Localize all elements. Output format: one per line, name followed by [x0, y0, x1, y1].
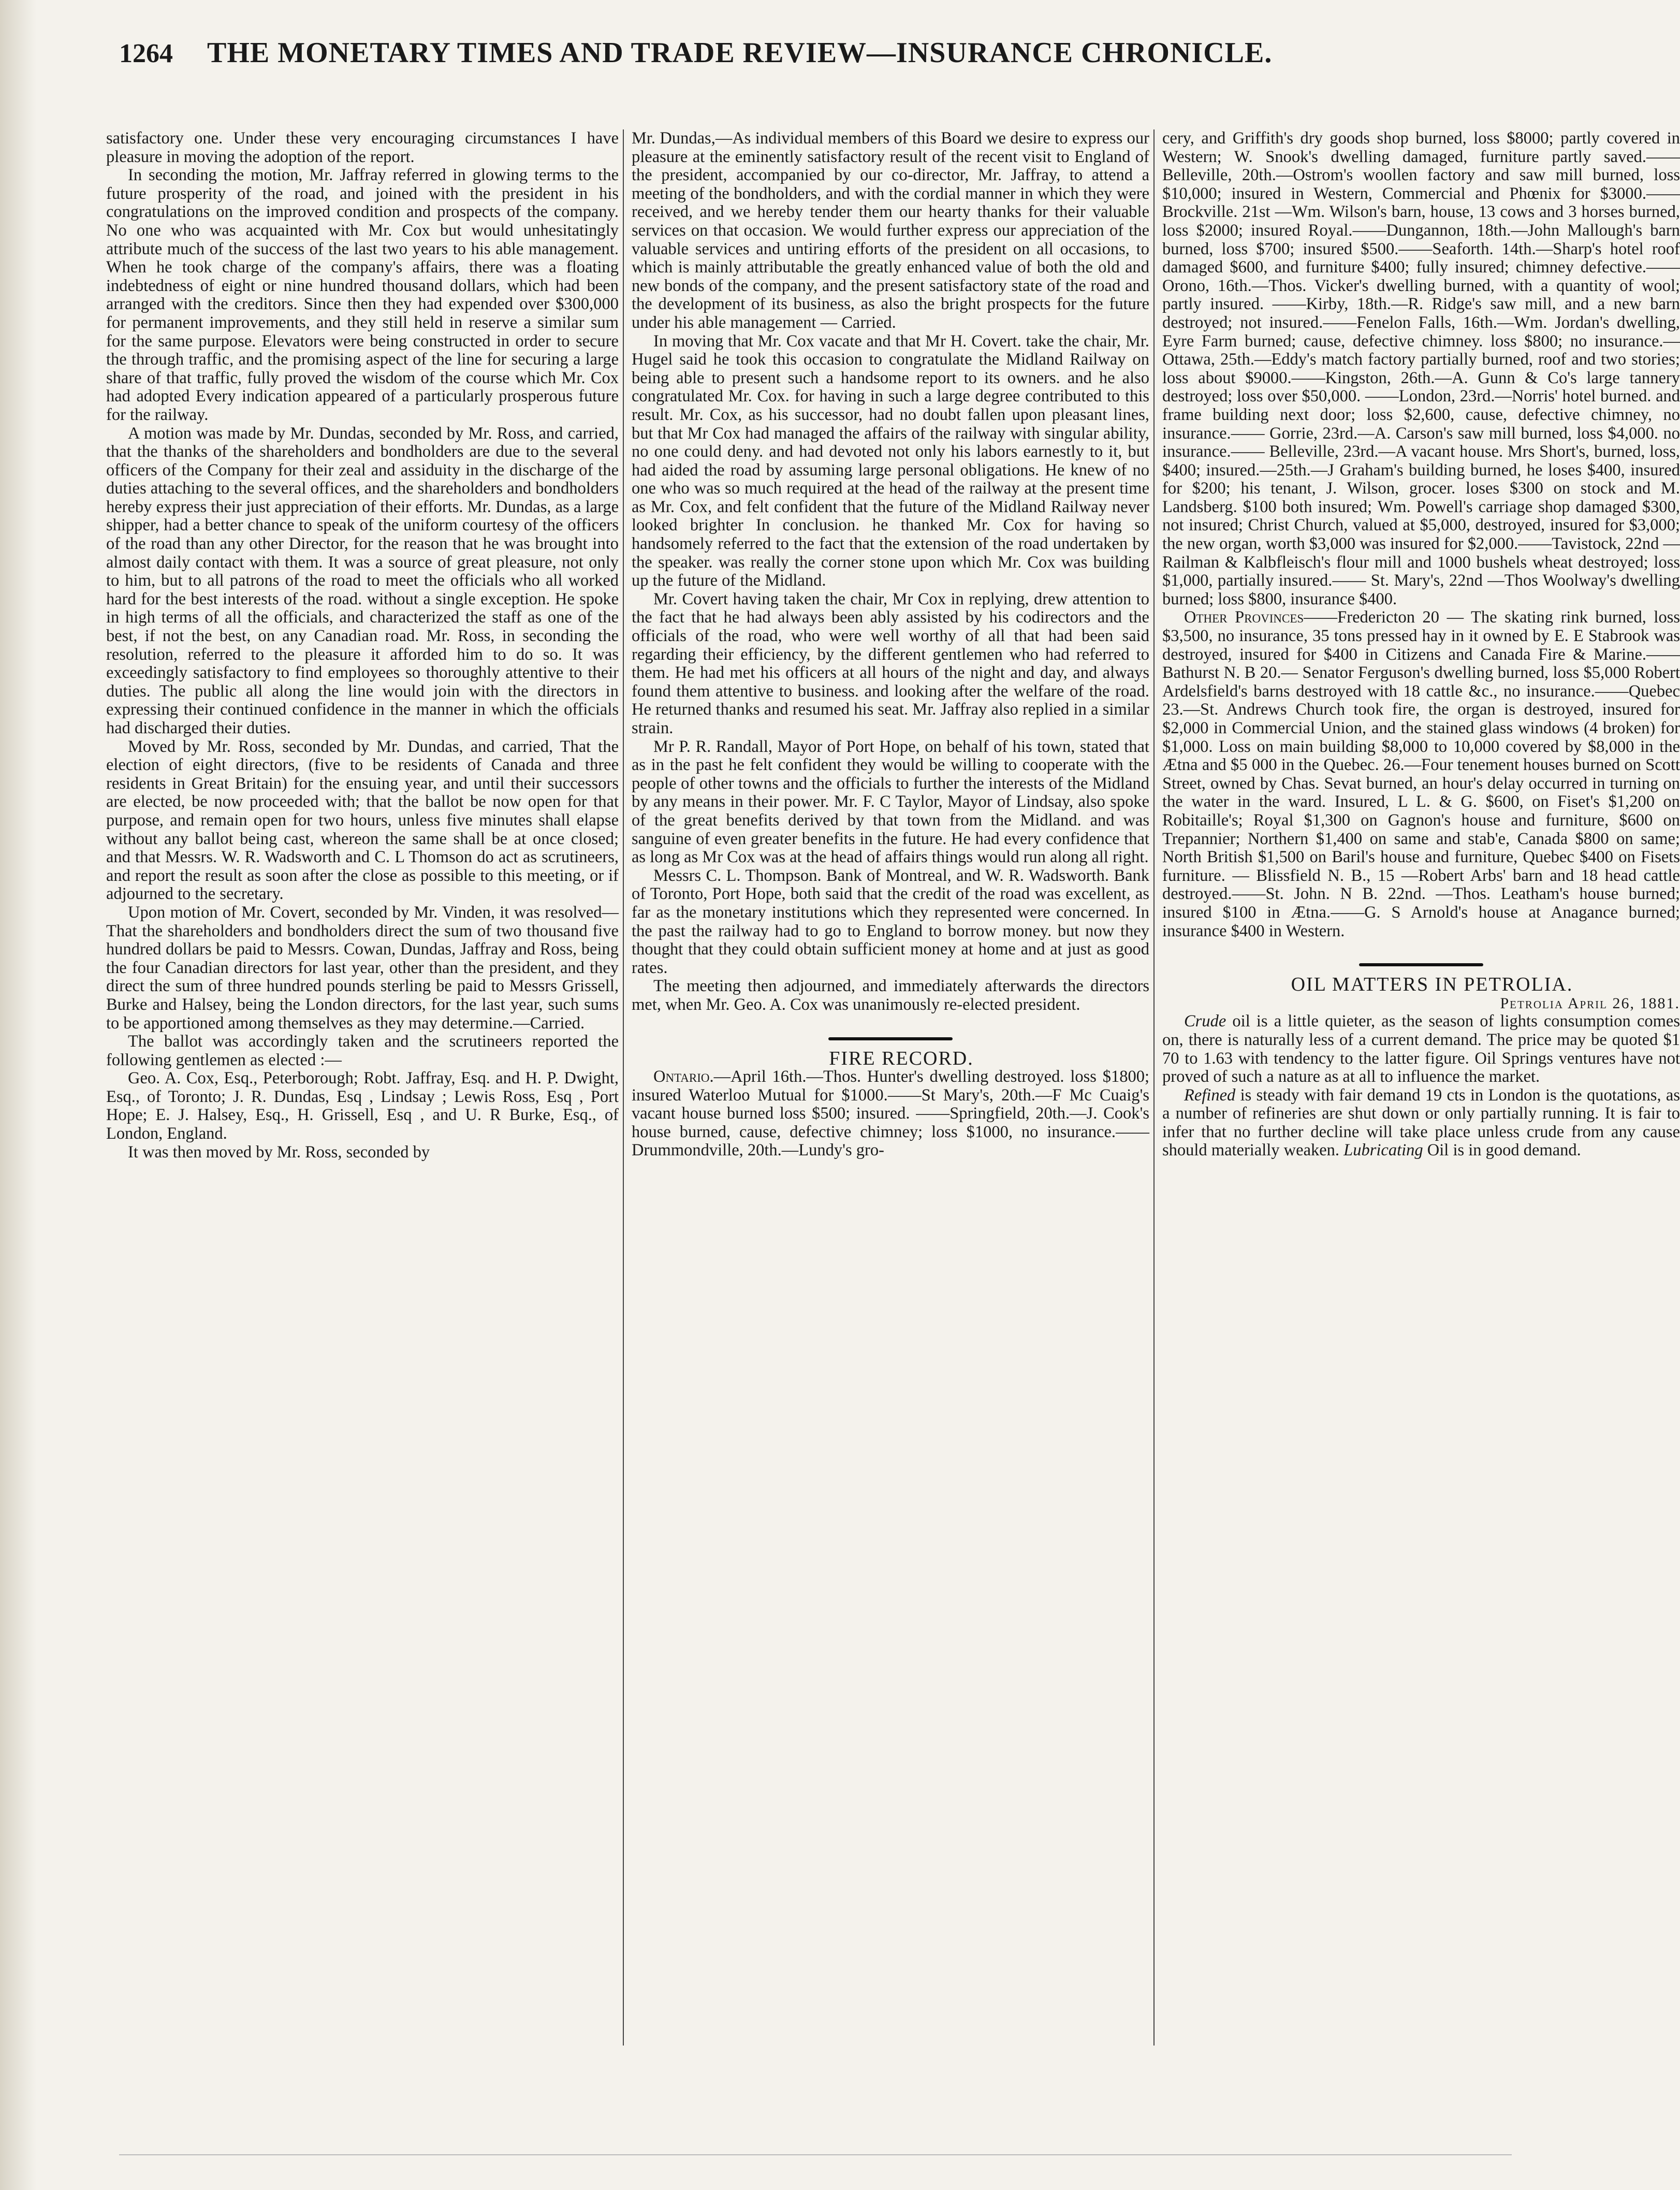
paragraph — [1162, 608, 1680, 940]
paragraph: satisfactory one. Under these very encouraging circumstances I have pleasure in moving the adoption of the report. — [106, 129, 619, 166]
column-1 — [106, 129, 619, 1162]
fire-record-heading: FIRE RECORD. — [829, 1047, 974, 1069]
paragraph: Messrs C. L. Thompson. Bank of Montreal, and W. R. Wadsworth. Bank of Toronto, Port Hope, both said that the credit of the road was excellent, as far as the monetary institutions which they represented were concerned. In the past the railway had to go to England to borrow money. but now they thought that they could obtain sufficient money at home and at just as good rates. — [632, 866, 1149, 977]
paragraph — [1162, 1086, 1680, 1160]
paragraph: Mr. Covert having taken the chair, Mr Cox in replying, drew attention to the fact that he had always been ably assisted by his codirectors and the officials of the road, who were well worthy of all that had been said regarding their efficiency, by the different gentlemen who had referred to them. He had met his officers at all hours of the night and day, and always found them attentive to business. and looking after the welfare of the road. He returned thanks and resumed his seat. Mr. Jaffray also replied in a similar strain. — [632, 589, 1149, 737]
page-binding-edge — [0, 0, 36, 2190]
paragraph — [1162, 1012, 1680, 1086]
oil-matters-heading: OIL MATTERS IN PETROLIA. — [1291, 974, 1573, 996]
dateline: Petrolia April 26, 1881. — [1500, 994, 1680, 1012]
italic-lead: Refined — [1184, 1085, 1236, 1105]
paragraph: Mr. Dundas,—As individual members of this Board we desire to express our pleasure at the eminently satisfactory result of the recent visit to England of the president, accompanied by our co-director, Mr. Jaffray, to attend a meeting of the bondholders, and with the cordial manner in which they were received, and we hereby tender them our hearty thanks for their valuable services on that occasion. We would further express our appreciation of the valuable services and untiring efforts of the president on all occasions, to which is mainly attributable the greatly enhanced value of both the old and new bonds of the company, and the present satisfactory state of the road and the development of its business, as also the bright prospects for the future under his able management — Carried. — [632, 129, 1149, 332]
paragraph: cery, and Griffith's dry goods shop burned, loss $8000; partly covered in Western; W. Snook's dwelling damaged, furniture partly saved.—— Belleville, 20th.—Ostrom's woollen factory and saw mill burned, loss $10,000; insured in Western, Commercial and Phœnix for $3000.—— Brockville. 21st —Wm. Wilson's barn, house, 13 cows and 3 horses burned, loss $2000; insured Royal.——Dungannon, 18th.—John Mallough's barn burned, loss $700; insured $500.——Seaforth. 14th.—Sharp's hotel roof damaged $600, and furniture $400; fully insured; chimney defective.——Orono, 16th.—Thos. Vicker's dwelling burned, with a quantity of wool; partly insured. ——Kirby, 18th.—R. Ridge's saw mill, and a new barn destroyed; not insured.——Fenelon Falls, 16th.—Wm. Jordan's dwelling, Eyre Farm burned; cause, defective chimney. loss $800; no insurance.—Ottawa, 25th.—Eddy's match factory partially burned, roof and two stories; loss about $9000.——Kingston, 26th.—A. Gunn & Co's large tannery destroyed; loss over $50,000. ——London, 23rd.—Norris' hotel burned. and frame building next door; loss $2,600, cause, defective chimney, no insurance.—— Gorrie, 23rd.—A. Carson's saw mill burned, loss $4,000. no insurance.—— Belleville, 23rd.—A vacant house. Mrs Short's, burned, loss, $400; insured.—25th.—J Graham's building burned, he loses $400, insured for $200; his tenant, J. Wilson, grocer. loses $300 on stock and M. Landsberg. $100 both insured; Wm. Powell's carriage shop damaged $300, not insured; Christ Church, valued at $5,000, destroyed, insured for $3,000; the new organ, worth $3,000 was insured for $2,000.——Tavistock, 22nd —Railman & Kalbfleisch's flour mill and 1000 bushels wheat destroyed; loss $1,000, partially insured.—— St. Mary's, 22nd —Thos Woolway's dwelling burned; loss $800, insurance $400. — [1162, 129, 1680, 608]
page-header — [119, 36, 1512, 83]
column-3 — [1162, 129, 1680, 1160]
section-divider — [1359, 963, 1483, 966]
column-divider — [1153, 129, 1155, 2046]
fire-record-text: ——Fredericton 20 — The skating rink burned, loss $3,500, no insurance, 35 tons pressed hay in it owned by E. E Stabrook was destroyed, insured for $400 in Citizens and Canada Fire & Marine.——Bathurst N. B 20.— Senator Ferguson's dwelling burned, loss $5,000 Robert Ardelsfield's barns destroyed with 18 cattle &c., no insurance.——Quebec 23.—St. Andrews Church took fire, the organ is destroyed, insured for $2,000 in Commercial Union, and the stained glass windows (4 broken) for $1,000. Loss on main building $8,000 to 10,000 covered by $8,000 in the Ætna and $5 000 in the Quebec. 26.—Four tenement houses burned on Scott Street, owned by Chas. Sevat burned, an hour's delay occurred in turning on the water in the ward. Insured, L L. & G. $600, on Fiset's $1,200 on Robitaille's; Royal $1,300 on Gagnon's house and furniture, $600 on Trepannier; Northern $1,400 on same and stab'e, Canada $800 on same; North British $1,500 on Baril's house and furniture, Quebec $400 on Fisets furniture. — Blissfield N. B., 15 —Robert Arbs' barn and 18 head cattle destroyed.——St. John. N B. 22nd. —Thos. Leatham's house burned; insured $100 in Ætna.——G. S Arnold's house at Anagance burned; insurance $400 in Western. — [1162, 608, 1680, 940]
paragraph — [632, 1068, 1149, 1160]
paragraph: Moved by Mr. Ross, seconded by Mr. Dundas, and carried, That the election of eight directors, (five to be residents of Canada and three residents in Great Britain) for the ensuing year, and until their successors are elected, be now proceeded with; that the ballot be now open for that purpose, and remain open for two hours, unless five minutes shall elapse without any ballot being cast, whereon the same shall be at once closed; and that Messrs. W. R. Wadsworth and C. L Thomson do act as scrutineers, and report the result as soon after the close as possible to this meeting, or if adjourned to the secretary. — [106, 737, 619, 904]
column-2 — [632, 129, 1149, 1160]
page-number: 1264 — [119, 39, 173, 68]
paragraph: The ballot was accordingly taken and the scrutineers reported the following gentlemen as elected :— — [106, 1032, 619, 1069]
fire-record-text: —April 16th.—Thos. Hunter's dwelling destroyed. loss $1800; insured Waterloo Mutual for $1000.——St Mary's, 20th.—F Mc Cuaig's vacant house burned loss $500; insured. ——Springfield, 20th.—J. Cook's house burned, cause, defective chimney; loss $1000, no insurance.——Drummondville, 20th.—Lundy's gro- — [632, 1067, 1149, 1160]
masthead-title: THE MONETARY TIMES AND TRADE REVIEW—INSURANCE CHRONICLE. — [207, 37, 1273, 69]
italic-lead: Lubricating — [1343, 1141, 1423, 1160]
page-bottom-rule — [119, 2154, 1512, 2155]
paragraph-text: oil is a little quieter, as the season of lights consumption comes on, there is naturally less of a current demand. The price may be quoted $1 70 to 1.63 with tendency to the latter figure. Oil Springs ventures have not proved of such a nature as at all to influence the market. — [1162, 1012, 1680, 1086]
paragraph: In moving that Mr. Cox vacate and that Mr H. Covert. take the chair, Mr. Hugel said he took this occasion to congratulate the Midland Railway on being able to present such a handsome report to its owners. and he also congratulated Mr. Cox. for having in such a large degree contributed to this result. Mr. Cox, as his successor, had no doubt fallen upon pleasant lines, but that Mr Cox had managed the affairs of the railway with singular ability, no one could deny. and had devoted not only his labors earnestly to it, but had aided the road by assuming large personal obligations. He knew of no one who was so much required at the head of the railway at the present time as Mr. Cox, and felt confident that the future of the Midland Railway never looked brighter In conclusion. he thanked Mr. Cox for having so handsomely referred to the fact that the extension of the road undertaken by the speaker. was really the corner stone upon which Mr. Cox was building up the future of the Midland. — [632, 331, 1149, 590]
paragraph: Upon motion of Mr. Covert, seconded by Mr. Vinden, it was resolved—That the shareholders and bondholders direct the sum of two thousand five hundred dollars be paid to Messrs. Cowan, Dundas, Jaffray and Ross, being the four Canadian directors for last year, other than the president, and they direct the sum of three hundred pounds sterling be paid to Messrs Grissell, Burke and Halsey, being the London directors, for the last year, such sums to be apportioned among themselves as they may determine.—Carried. — [106, 903, 619, 1033]
italic-lead: Crude — [1184, 1012, 1226, 1031]
paragraph: It was then moved by Mr. Ross, seconded by — [128, 1142, 430, 1162]
paragraph-text: is steady with fair demand 19 cts in London is the quotations, as a number of refineries are shut down or only partially running. It is fair to infer that no further decline will take place unless crude from any cause should materially weaken. — [1162, 1085, 1680, 1160]
column-divider — [623, 129, 624, 2046]
section-divider — [828, 1037, 953, 1040]
province-label: Other Provinces — [1184, 608, 1304, 627]
province-label: Ontario. — [653, 1067, 714, 1086]
paragraph-text: Oil is in good demand. — [1423, 1141, 1581, 1160]
paragraph: A motion was made by Mr. Dundas, seconded by Mr. Ross, and carried, that the thanks of the shareholders and bondholders are due to the several officers of the Company for their zeal and assiduity in the discharge of the duties attaching to the several offices, and the shareholders and bondholders hereby express their just appreciation of their efforts. Mr. Dundas, as a large shipper, had a better chance to speak of the uniform courtesy of the officers of the road than any other Director, for the reason that he was brought into almost daily contact with them. It was a source of great pleasure, not only to him, but to all patrons of the road to meet the officials who all worked hard for the best interests of the road. without a single exception. He spoke in high terms of all the officials, and characterized the staff as one of the best, if not the best, on any Canadian road. Mr. Ross, in seconding the resolution, referred to the pleasure it afforded him to do so. It was exceedingly satisfactory to find employees so thoroughly attentive to their duties. The public all along the line would join with the directors in expressing their continued confidence in the manner in which the officials had discharged their duties. — [106, 424, 619, 737]
paragraph: Geo. A. Cox, Esq., Peterborough; Robt. Jaffray, Esq. and H. P. Dwight, Esq., of Toronto; J. R. Dundas, Esq , Lindsay ; Lewis Ross, Esq , Port Hope; E. J. Halsey, Esq., H. Grissell, Esq , and U. R Burke, Esq., of London, England. — [106, 1069, 619, 1143]
paragraph: Mr P. R. Randall, Mayor of Port Hope, on behalf of his town, stated that as in the past he felt confident they would be willing to cooperate with the people of other towns and the officials to further the interests of the Midland by any means in their power. Mr. F. C Taylor, Mayor of Lindsay, also spoke of the great benefits derived by that town from the Midland. and was sanguine of even greater benefits in the future. He had every confidence that as long as Mr Cox was at the head of affairs things would run along all right. — [632, 737, 1149, 867]
paragraph: In seconding the motion, Mr. Jaffray referred in glowing terms to the future prosperity of the road, and joined with the president in his congratulations on the improved condition and prospects of the company. No one who was acquainted with Mr. Cox but would unhesitatingly attribute much of the success of the last two years to his able management. When he took charge of the company's affairs, there was a floating indebtedness of eight or nine hundred thousand dollars, which had been arranged with the creditors. Since then they had expended over $300,000 for permanent improvements, and they still held in reserve a similar sum for the same purpose. Elevators were being constructed in order to secure the through traffic, and the promising aspect of the line for securing a large share of that traffic, fully proved the wisdom of the course which Mr. Cox had adopted Every indication appeared of a particularly prosperous future for the railway. — [106, 166, 619, 424]
paragraph: The meeting then adjourned, and immediately afterwards the directors met, when Mr. Geo. A. Cox was unanimously re-elected president. — [632, 977, 1149, 1014]
